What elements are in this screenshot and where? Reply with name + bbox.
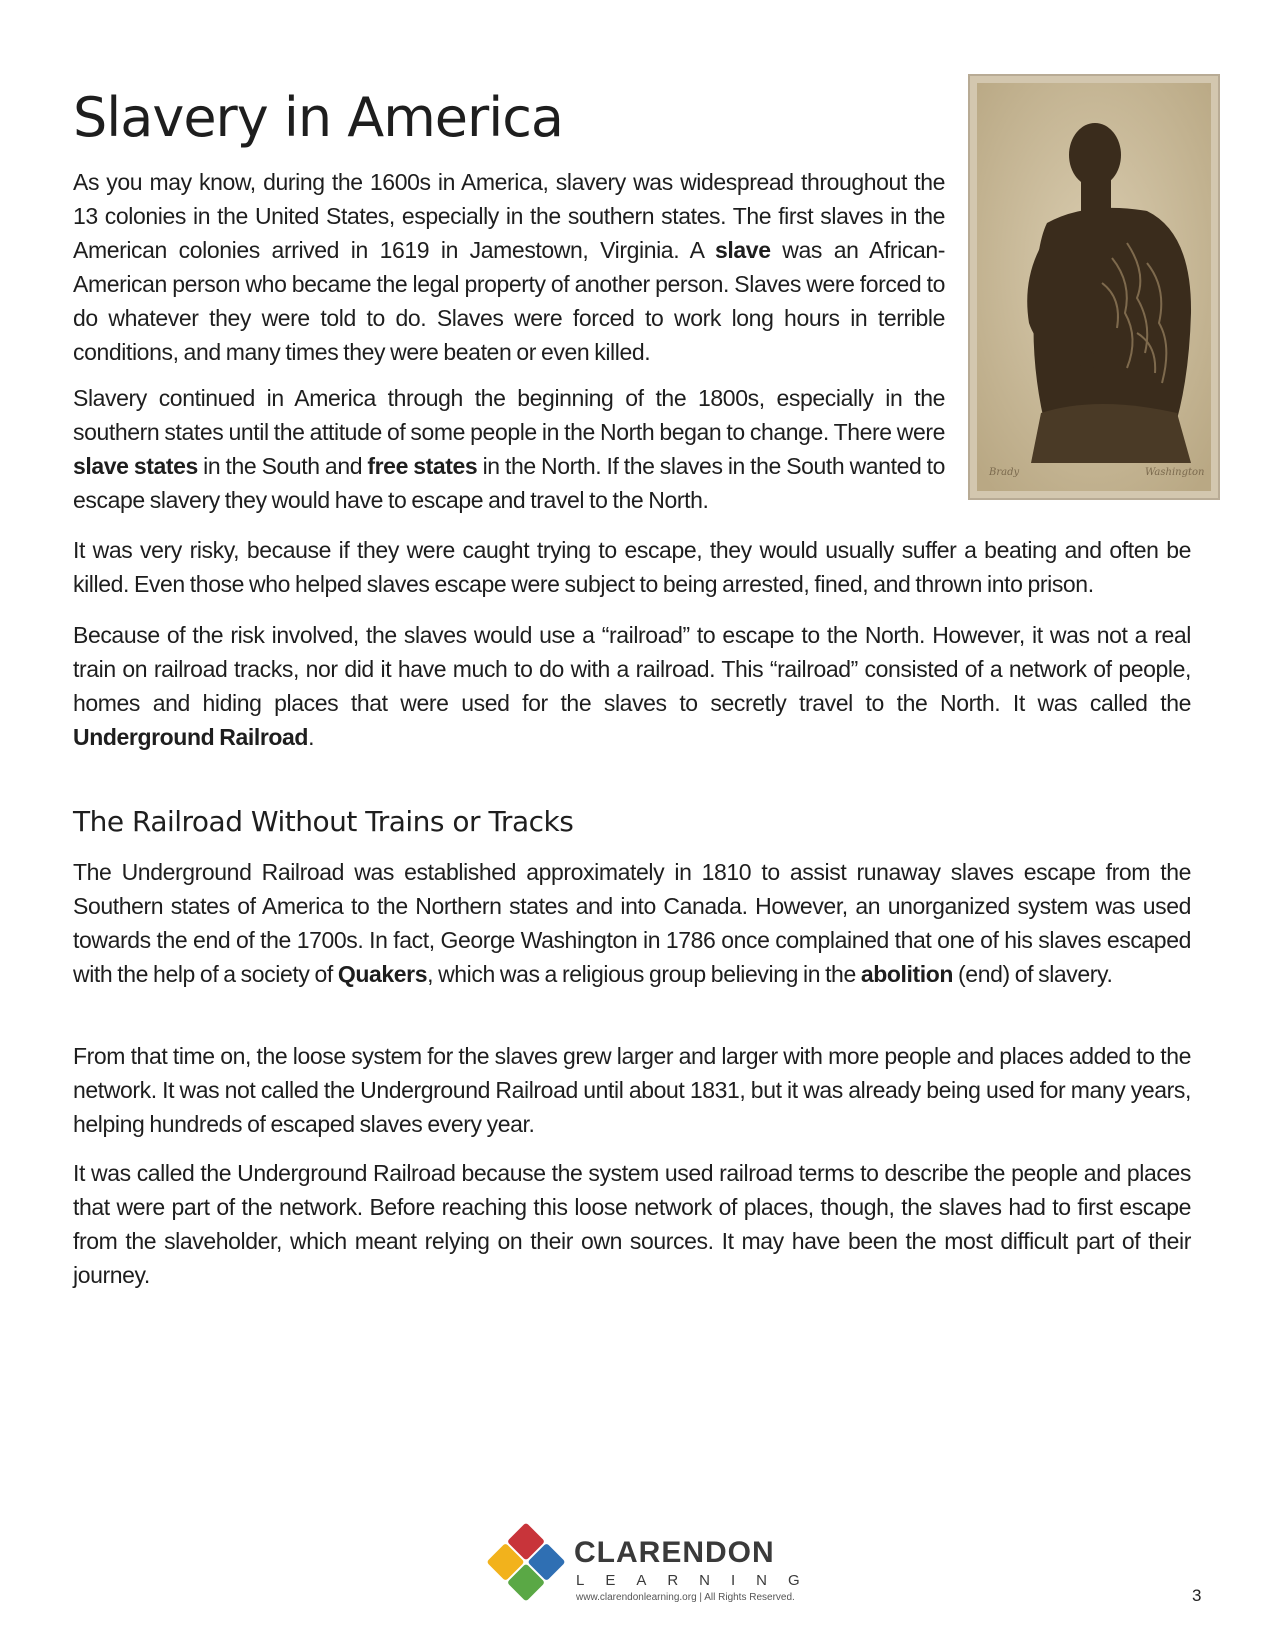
logo-footer-text: www.clarendonlearning.org | All Rights Reserved. xyxy=(576,1592,795,1603)
text-run: , which was a religious group believing in the xyxy=(427,961,861,987)
text-run: From that time on, the loose system for the slaves grew larger and larger with more people and places added to the network. It was not called the Underground Railroad until about 1831, but it was already being used for many years, helping hundreds of escaped slaves every year. xyxy=(73,1043,1191,1137)
paragraph-1 xyxy=(73,165,945,369)
bold-term: slave states xyxy=(73,453,198,479)
bold-term: free states xyxy=(367,453,478,479)
clarendon-learning-logo xyxy=(484,1520,821,1606)
paragraph-5 xyxy=(73,855,1191,991)
bold-term: abolition xyxy=(860,961,954,987)
text-run: The Underground Railroad was established approximately in 1810 to assist runaway slaves escape from the Southern states of America to the Northern states and into Canada. However, an unorganized system was used towards the end of the 1700s. In fact, George Washington in 1786 once complained that one of his slaves escaped with the help of a society of xyxy=(73,859,1191,987)
historical-photograph xyxy=(968,74,1220,500)
text-run: . xyxy=(308,724,315,750)
paragraph-2 xyxy=(73,381,945,517)
paragraph-3 xyxy=(73,533,1191,601)
text-run: Slavery continued in America through the beginning of the 1800s, especially in the southern states until the attitude of some people in the North began to change. There were xyxy=(73,385,945,445)
text-run: It was called the Underground Railroad because the system used railroad terms to describe the people and places that were part of the network. Before reaching this loose network of places, though, the slaves had to first escape from the slaveholder, which meant relying on their own sources. It may have been the most difficult part of their journey. xyxy=(73,1160,1191,1288)
puzzle-logo-icon xyxy=(484,1520,568,1604)
text-run: (end) of slavery. xyxy=(953,961,1113,987)
bold-term: Underground Railroad xyxy=(73,724,309,750)
section-heading: The Railroad Without Trains or Tracks xyxy=(73,805,574,838)
text-run: was an African-American person who became the legal property of another person. Slaves were forced to do whatever they were told to do. Slaves were forced to work long hours in terrible conditions, and many times they were beaten or even killed. xyxy=(73,237,945,365)
photo-caption-left: Brady xyxy=(989,467,1020,478)
paragraph-7 xyxy=(73,1156,1191,1292)
photo-caption-right: Washington xyxy=(1145,467,1205,478)
bold-term: Quakers xyxy=(337,961,428,987)
text-run: It was very risky, because if they were caught trying to escape, they would usually suffer a beating and often be killed. Even those who helped slaves escape were subject to being arrested, fined, and thrown into prison. xyxy=(73,537,1191,597)
page-number: 3 xyxy=(1192,1586,1202,1605)
page-title: Slavery in America xyxy=(73,86,564,149)
text-run: in the North. If the slaves in the South wanted to escape slavery they would have to escape and travel to the North. xyxy=(73,453,945,513)
text-run: Because of the risk involved, the slaves would use a “railroad” to escape to the North. However, it was not a real train on railroad tracks, nor did it have much to do with a railroad. This “railroad” consisted of a network of people, homes and hiding places that were used for the slaves to secretly travel to the North. It was called the xyxy=(73,622,1191,716)
text-run: in the South and xyxy=(197,453,368,479)
logo-subtitle: LEARNING xyxy=(576,1572,821,1589)
bold-term: slave xyxy=(715,237,771,263)
text-run: As you may know, during the 1600s in America, slavery was widespread throughout the 13 colonies in the United States, especially in the southern states. The first slaves in the American colonies arrived in 1619 in Jamestown, Virginia. A xyxy=(73,169,945,263)
paragraph-6 xyxy=(73,1039,1191,1141)
paragraph-4 xyxy=(73,618,1191,754)
logo-name: CLARENDON xyxy=(574,1536,775,1569)
